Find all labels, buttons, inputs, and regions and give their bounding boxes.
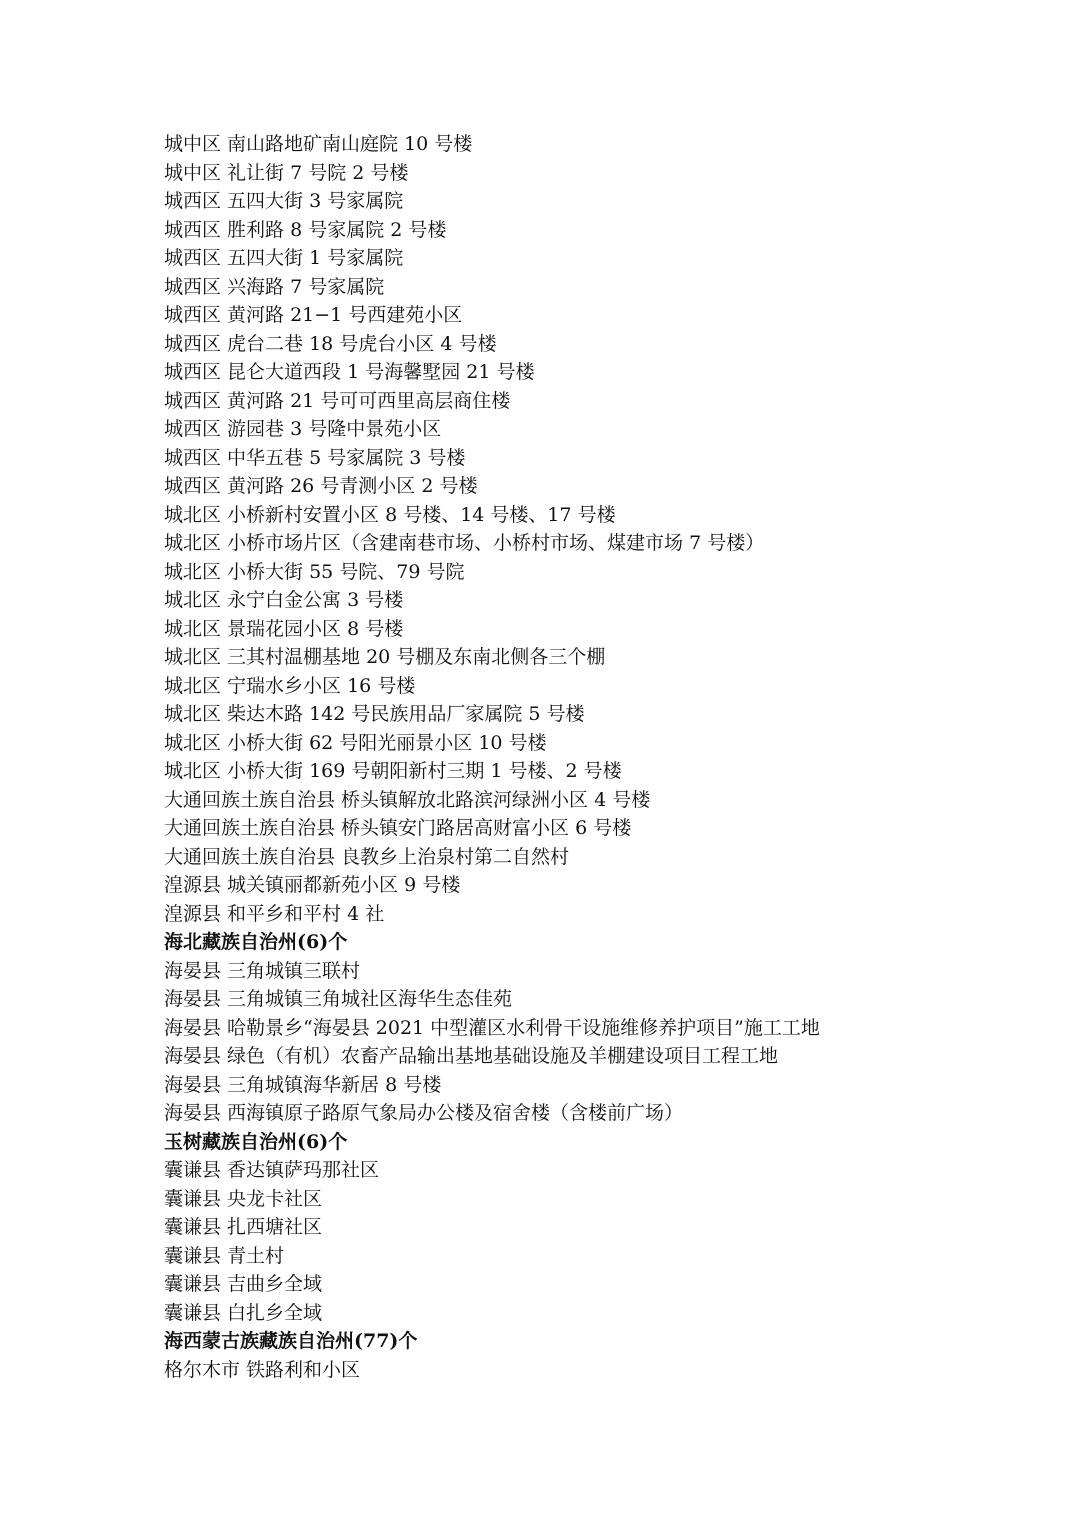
list-item: 城北区 景瑞花园小区 8 号楼 bbox=[164, 617, 404, 640]
list-item: 城西区 五四大街 3 号家属院 bbox=[164, 190, 404, 212]
list-item: 囊谦县 白扎乡全域 bbox=[164, 1301, 323, 1324]
list-item: 湟源县 和平乡和平村 4 社 bbox=[164, 902, 385, 925]
list-item: 城西区 黄河路 26 号青测小区 2 号楼 bbox=[164, 475, 478, 497]
list-item: 城西区 游园巷 3 号隆中景苑小区 bbox=[164, 418, 442, 440]
list-item: 城北区 宁瑞水乡小区 16 号楼 bbox=[164, 674, 416, 697]
list-item: 城北区 永宁白金公寓 3 号楼 bbox=[164, 589, 404, 611]
list-item: 海晏县 西海镇原子路原气象局办公楼及宿舍楼（含楼前广场） bbox=[164, 1102, 684, 1124]
list-item: 大通回族土族自治县 良教乡上治泉村第二自然村 bbox=[164, 845, 570, 868]
list-item: 城西区 胜利路 8 号家属院 2 号楼 bbox=[164, 218, 447, 241]
list-item: 湟源县 城关镇丽都新苑小区 9 号楼 bbox=[164, 874, 461, 896]
list-item: 城西区 黄河路 21 号可可西里高层商住楼 bbox=[164, 389, 511, 412]
list-item: 城西区 中华五巷 5 号家属院 3 号楼 bbox=[164, 446, 466, 469]
list-item: 城北区 三其村温棚基地 20 号棚及东南北侧各三个棚 bbox=[164, 646, 606, 668]
list-item: 大通回族土族自治县 桥头镇安门路居高财富小区 6 号楼 bbox=[164, 817, 632, 839]
list-item: 城北区 小桥大街 55 号院、79 号院 bbox=[164, 560, 465, 583]
list-item: 城西区 五四大街 1 号家属院 bbox=[164, 247, 404, 269]
list-item: 格尔木市 铁路利和小区 bbox=[164, 1358, 361, 1381]
section-heading: 海北藏族自治州(6)个 bbox=[164, 931, 348, 953]
list-item: 城北区 小桥大街 169 号朝阳新村三期 1 号楼、2 号楼 bbox=[164, 760, 622, 782]
location-list bbox=[164, 130, 1024, 1384]
section-heading: 玉树藏族自治州(6)个 bbox=[164, 1130, 348, 1153]
list-item: 囊谦县 香达镇萨玛那社区 bbox=[164, 1159, 380, 1181]
list-item: 海晏县 绿色（有机）农畜产品输出基地基础设施及羊棚建设项目工程工地 bbox=[164, 1045, 779, 1067]
list-item: 囊谦县 央龙卡社区 bbox=[164, 1187, 323, 1210]
list-item: 城北区 小桥大街 62 号阳光丽景小区 10 号楼 bbox=[164, 731, 547, 754]
list-item: 囊谦县 扎西塘社区 bbox=[164, 1216, 323, 1238]
list-item: 海晏县 三角城镇三联村 bbox=[164, 959, 361, 982]
list-item: 海晏县 三角城镇海华新居 8 号楼 bbox=[164, 1073, 442, 1096]
list-item: 海晏县 哈勒景乡“海晏县 2021 中型灌区水利骨干设施维修养护项目”施工工地 bbox=[164, 1016, 820, 1039]
section-heading: 海西蒙古族藏族自治州(77)个 bbox=[164, 1330, 418, 1352]
list-item: 城北区 柴达木路 142 号民族用品厂家属院 5 号楼 bbox=[164, 703, 585, 725]
list-item: 城中区 南山路地矿南山庭院 10 号楼 bbox=[164, 133, 473, 155]
list-item: 城西区 黄河路 21−1 号西建苑小区 bbox=[164, 304, 463, 326]
list-item: 城西区 昆仑大道西段 1 号海馨墅园 21 号楼 bbox=[164, 361, 535, 383]
list-item: 大通回族土族自治县 桥头镇解放北路滨河绿洲小区 4 号楼 bbox=[164, 788, 651, 811]
list-item: 海晏县 三角城镇三角城社区海华生态佳苑 bbox=[164, 988, 513, 1010]
list-item: 囊谦县 吉曲乡全域 bbox=[164, 1273, 323, 1295]
list-item: 城西区 虎台二巷 18 号虎台小区 4 号楼 bbox=[164, 332, 497, 355]
list-item: 城西区 兴海路 7 号家属院 bbox=[164, 275, 385, 298]
list-item: 城北区 小桥市场片区（含建南巷市场、小桥村市场、煤建市场 7 号楼） bbox=[164, 532, 765, 554]
list-item: 城中区 礼让街 7 号院 2 号楼 bbox=[164, 161, 409, 184]
list-item: 城北区 小桥新村安置小区 8 号楼、14 号楼、17 号楼 bbox=[164, 503, 616, 526]
list-item: 囊谦县 青土村 bbox=[164, 1244, 285, 1267]
